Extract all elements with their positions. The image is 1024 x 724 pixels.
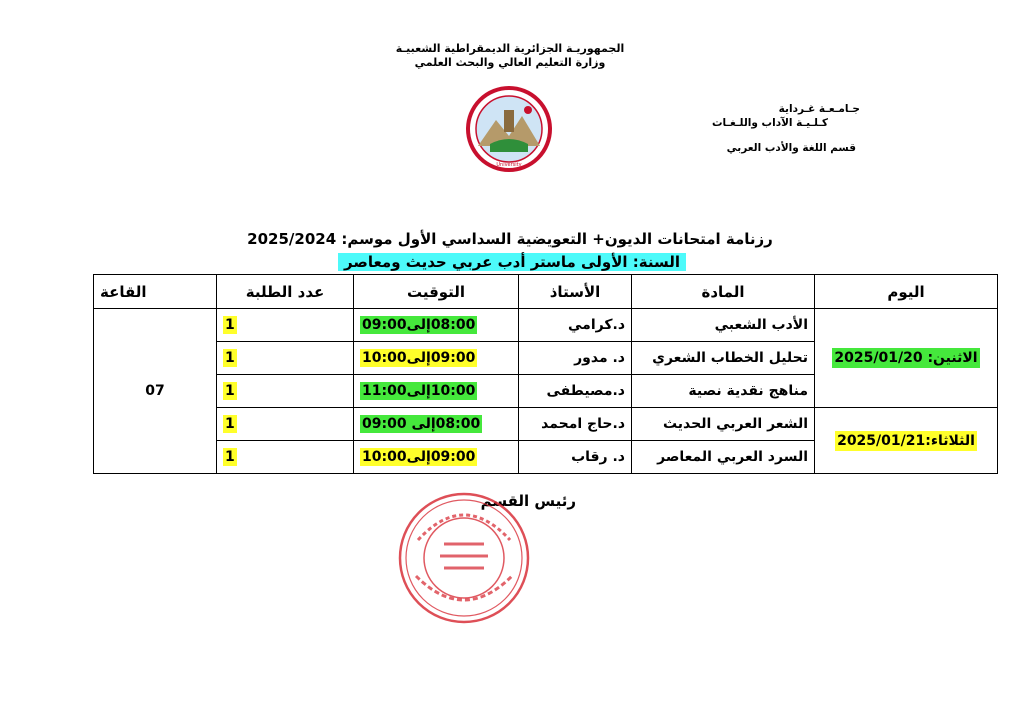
svg-text:University: University — [496, 162, 522, 168]
faculty-name: كـلـيـة الآداب واللـغـات — [711, 117, 828, 129]
department-stamp — [396, 490, 532, 626]
students-value: 1 — [225, 383, 235, 399]
page-title: رزنامة امتحانات الديون+ التعويضية السداسي الأول موسم: 2025/2024 — [247, 230, 773, 248]
professor-cell: د.حاج امحمد — [519, 408, 632, 441]
day-label: الاثنين: 2025/01/20 — [834, 350, 978, 366]
students-cell — [217, 309, 354, 342]
professor-cell: د. رقاب — [519, 441, 632, 474]
time-cell — [354, 309, 519, 342]
room-cell: 07 — [94, 309, 217, 474]
department-name: قسم اللغة والأدب العربي — [726, 142, 856, 154]
subtitle-year-program: السنة: الأولى ماستر أدب عربي حديث ومعاصر — [338, 253, 686, 271]
time-cell — [354, 342, 519, 375]
republic-line: الجمهوريـة الجزائرية الديمقراطية الشعبيـة — [395, 42, 625, 55]
day-cell-monday — [815, 309, 998, 408]
students-value: 1 — [225, 350, 235, 366]
time-value: 09:00إلى10:00 — [362, 449, 476, 465]
col-subject: المادة — [632, 275, 815, 309]
table-header-row — [94, 275, 998, 309]
university-name: جـامـعـة غـرداية — [778, 103, 860, 115]
table-row — [94, 408, 998, 441]
col-room: القاعة — [94, 275, 217, 309]
time-value: 09:00إلى10:00 — [362, 350, 476, 366]
professor-cell: د. مدور — [519, 342, 632, 375]
exam-schedule-table — [93, 274, 998, 474]
time-cell — [354, 441, 519, 474]
subject-cell: مناهج نقدية نصية — [632, 375, 815, 408]
students-cell — [217, 375, 354, 408]
students-cell — [217, 408, 354, 441]
students-value: 1 — [225, 449, 235, 465]
time-cell — [354, 375, 519, 408]
students-cell — [217, 441, 354, 474]
col-day: اليوم — [815, 275, 998, 309]
time-value: 10:00إلى11:00 — [362, 383, 476, 399]
subject-cell: السرد العربي المعاصر — [632, 441, 815, 474]
university-logo — [466, 86, 552, 172]
day-cell-tuesday — [815, 408, 998, 474]
professor-cell: د.كرامي — [519, 309, 632, 342]
col-professor: الأستاذ — [519, 275, 632, 309]
subject-cell: الأدب الشعبي — [632, 309, 815, 342]
subject-cell: الشعر العربي الحديث — [632, 408, 815, 441]
time-cell — [354, 408, 519, 441]
col-time: التوقيت — [354, 275, 519, 309]
time-value: 08:00إلى 09:00 — [362, 416, 481, 432]
ministry-line: وزارة التعليم العالي والبحث العلمي — [414, 56, 606, 69]
day-label: الثلاثاء:2025/01/21 — [837, 432, 975, 449]
students-value: 1 — [225, 416, 235, 432]
students-value: 1 — [225, 317, 235, 333]
col-students: عدد الطلبة — [217, 275, 354, 309]
department-head-label: رئيس القسم — [480, 492, 576, 510]
subject-cell: تحليل الخطاب الشعري — [632, 342, 815, 375]
table-row — [94, 309, 998, 342]
professor-cell: د.مصيطفى — [519, 375, 632, 408]
students-cell — [217, 342, 354, 375]
time-value: 08:00إلى09:00 — [362, 317, 476, 333]
